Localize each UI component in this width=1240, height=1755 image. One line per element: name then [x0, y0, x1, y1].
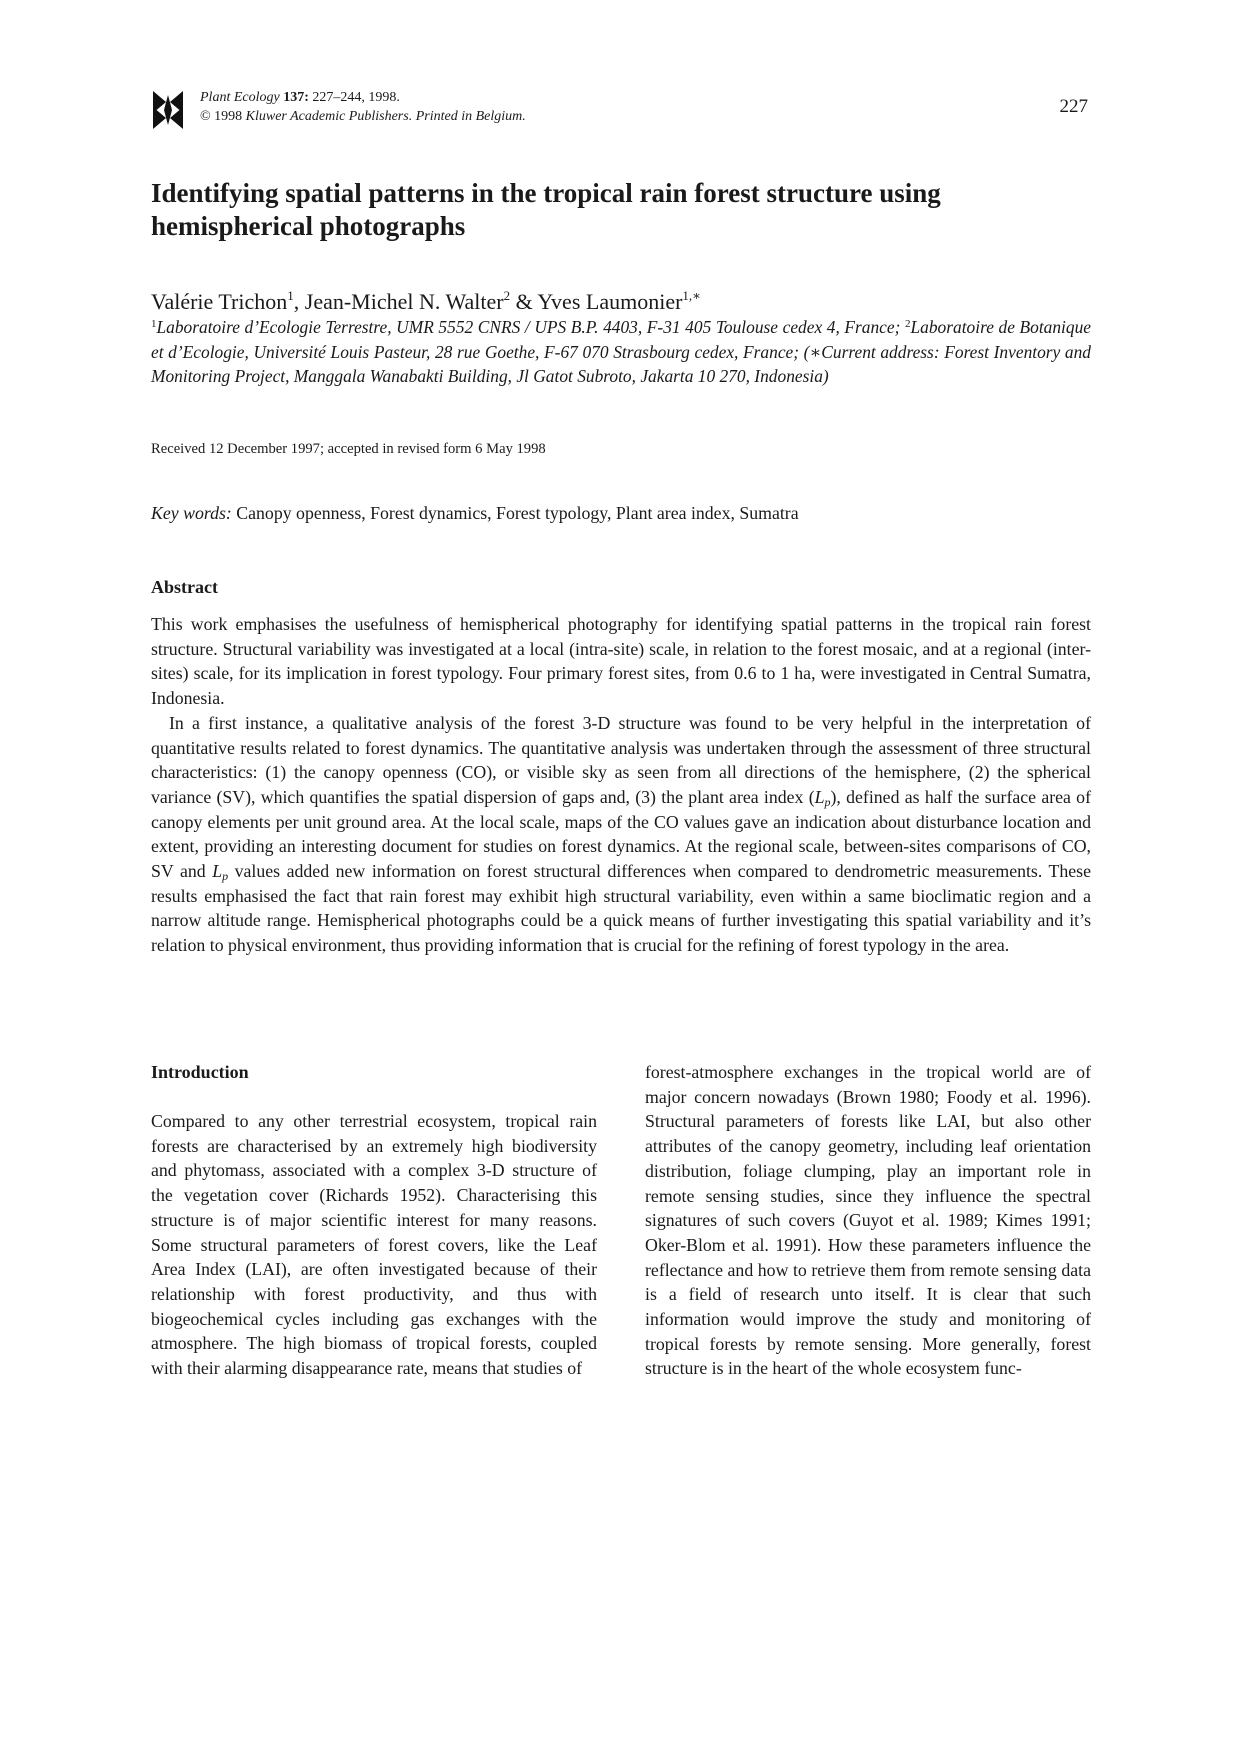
- copyright-year: © 1998: [200, 109, 246, 124]
- abstract-heading: Abstract: [151, 577, 218, 597]
- introduction-left-column: Compared to any other terrestrial ecosystem, tropical rain forests are characterised by an extremely high biodiversity and phytomass, associated with a complex 3-D structure of the vegetation cover (Richards 1952). Characterising this structure is of major scientific interest for many reasons. Some structural parameters of forest covers, like the Leaf Area Index (LAI), are often investigated because of their relationship with forest productivity, and thus with biogeochemical cycles including gas exchanges with the atmosphere. The high biomass of tropical forests, coupled with their alarming disappearance rate, means that studies of: [151, 1111, 597, 1379]
- introduction-heading: Introduction: [151, 1062, 249, 1082]
- author-name: Jean-Michel N. Walter: [304, 289, 504, 314]
- author-separator: ,: [293, 289, 305, 314]
- author-name: Yves Laumonier: [537, 289, 683, 314]
- abstract-text: values added new information on forest structural differences when compared to dendrometric measurements. These results emphasised the fact that rain forest may exhibit high structural variability, even within a same bioclimatic region and a narrow altitude range. Hemispherical photographs could be a quick means of further investigating this spatial variability and it’s relation to physical environment, thus providing information that is crucial for the refining of forest typology in the area.: [151, 861, 1091, 956]
- abstract-text: ), defined as half the surface area of canopy elements per unit ground area. At the local scale, maps of the CO values gave an indication about disturbance location and extent, providing an interesting document for studies on forest dynamics. At the regional scale, between-sites comparisons of CO, SV and: [151, 786, 1091, 882]
- lp-subscript: p: [222, 869, 229, 884]
- lp-symbol: L: [814, 786, 825, 807]
- received-dates: Received 12 December 1997; accepted in revised form 6 May 1998: [151, 441, 546, 457]
- affiliation-text: Laboratoire de Botanique et d’Ecologie, Université Louis Pasteur, 28 rue Goethe, F-67 070 Strasbourg cedex, France; (∗Current address: Forest Inventory and Monitoring Project, Manggala Wanabakti Building, Jl Gatot Subroto, Jakarta 10 270, Indonesia): [151, 317, 1091, 387]
- author-list: [151, 288, 701, 316]
- copyright-line: [200, 107, 526, 126]
- affiliation-mark: 1: [151, 318, 157, 330]
- abstract-paragraph: This work emphasises the usefulness of hemispherical photography for identifying spatial patterns in the tropical rain forest structure. Structural variability was investigated at a local (intra-site) scale, in relation to the forest mosaic, and at a regional (inter-sites) scale, for its implication in forest typology. Four primary forest sites, from 0.6 to 1 ha, were investigated in Central Sumatra, Indonesia.: [151, 614, 1091, 709]
- affiliation-mark: 2: [905, 318, 911, 330]
- article-title: Identifying spatial patterns in the tropical rain forest structure using hemispherical photographs: [151, 178, 941, 241]
- abstract-text: In a first instance, a qualitative analysis of the forest 3-D structure was found to be very helpful in the interpretation of quantitative results related to forest dynamics. The quantitative analysis was undertaken through the assessment of three structural characteristics: (1) the canopy openness (CO), or visible sky as seen from all directions of the hemisphere, (2) the spherical variance (SV), which quantifies the spatial dispersion of gaps and, (3) the plant area index (: [151, 712, 1091, 807]
- author-separator: &: [510, 289, 538, 314]
- author-affiliation-mark: 1: [287, 288, 294, 303]
- page-number: 227: [1059, 96, 1088, 117]
- author-name: Valérie Trichon: [151, 289, 288, 314]
- introduction-right-column: forest-atmosphere exchanges in the tropical world are of major concern nowadays (Brown 1980; Foody et al. 1996). Structural parameters of forests like LAI, but also other attributes of the canopy geometry, including leaf orientation distribution, foliage clumping, play an important role in remote sensing studies, since they influence the spectral signatures of such covers (Guyot et al. 1989; Kimes 1991; Oker-Blom et al. 1991). How these parameters influence the reflectance and how to retrieve them from remote sensing data is a field of research unto itself. It is clear that such information would improve the study and monitoring of tropical forests by remote sensing. More generally, forest structure is in the heart of the whole ecosystem func-: [645, 1062, 1091, 1379]
- abstract-body: [151, 612, 1091, 958]
- publisher: Kluwer Academic Publishers. Printed in Belgium.: [245, 109, 526, 124]
- author-affiliation-mark: 2: [503, 288, 511, 303]
- keywords-label: Key words:: [151, 503, 232, 523]
- keywords: [151, 503, 799, 524]
- journal-citation: [200, 88, 526, 126]
- abstract-paragraph: [151, 711, 1091, 958]
- journal-volume: 137:: [283, 90, 309, 105]
- keywords-text: Canopy openness, Forest dynamics, Forest typology, Plant area index, Sumatra: [231, 503, 799, 523]
- lp-symbol: L: [212, 861, 223, 882]
- kluwer-logo-icon: [151, 89, 185, 131]
- journal-line: [200, 88, 526, 107]
- journal-pages: 227–244, 1998.: [308, 90, 400, 105]
- journal-name: Plant Ecology: [200, 90, 280, 105]
- author-affiliation-mark: 1,∗: [682, 288, 701, 303]
- lp-subscript: p: [824, 794, 831, 809]
- affiliation-text: Laboratoire d’Ecologie Terrestre, UMR 5552 CNRS / UPS B.P. 4403, F-31 405 Toulouse cedex 4, France;: [156, 317, 905, 337]
- affiliations: [151, 315, 1091, 389]
